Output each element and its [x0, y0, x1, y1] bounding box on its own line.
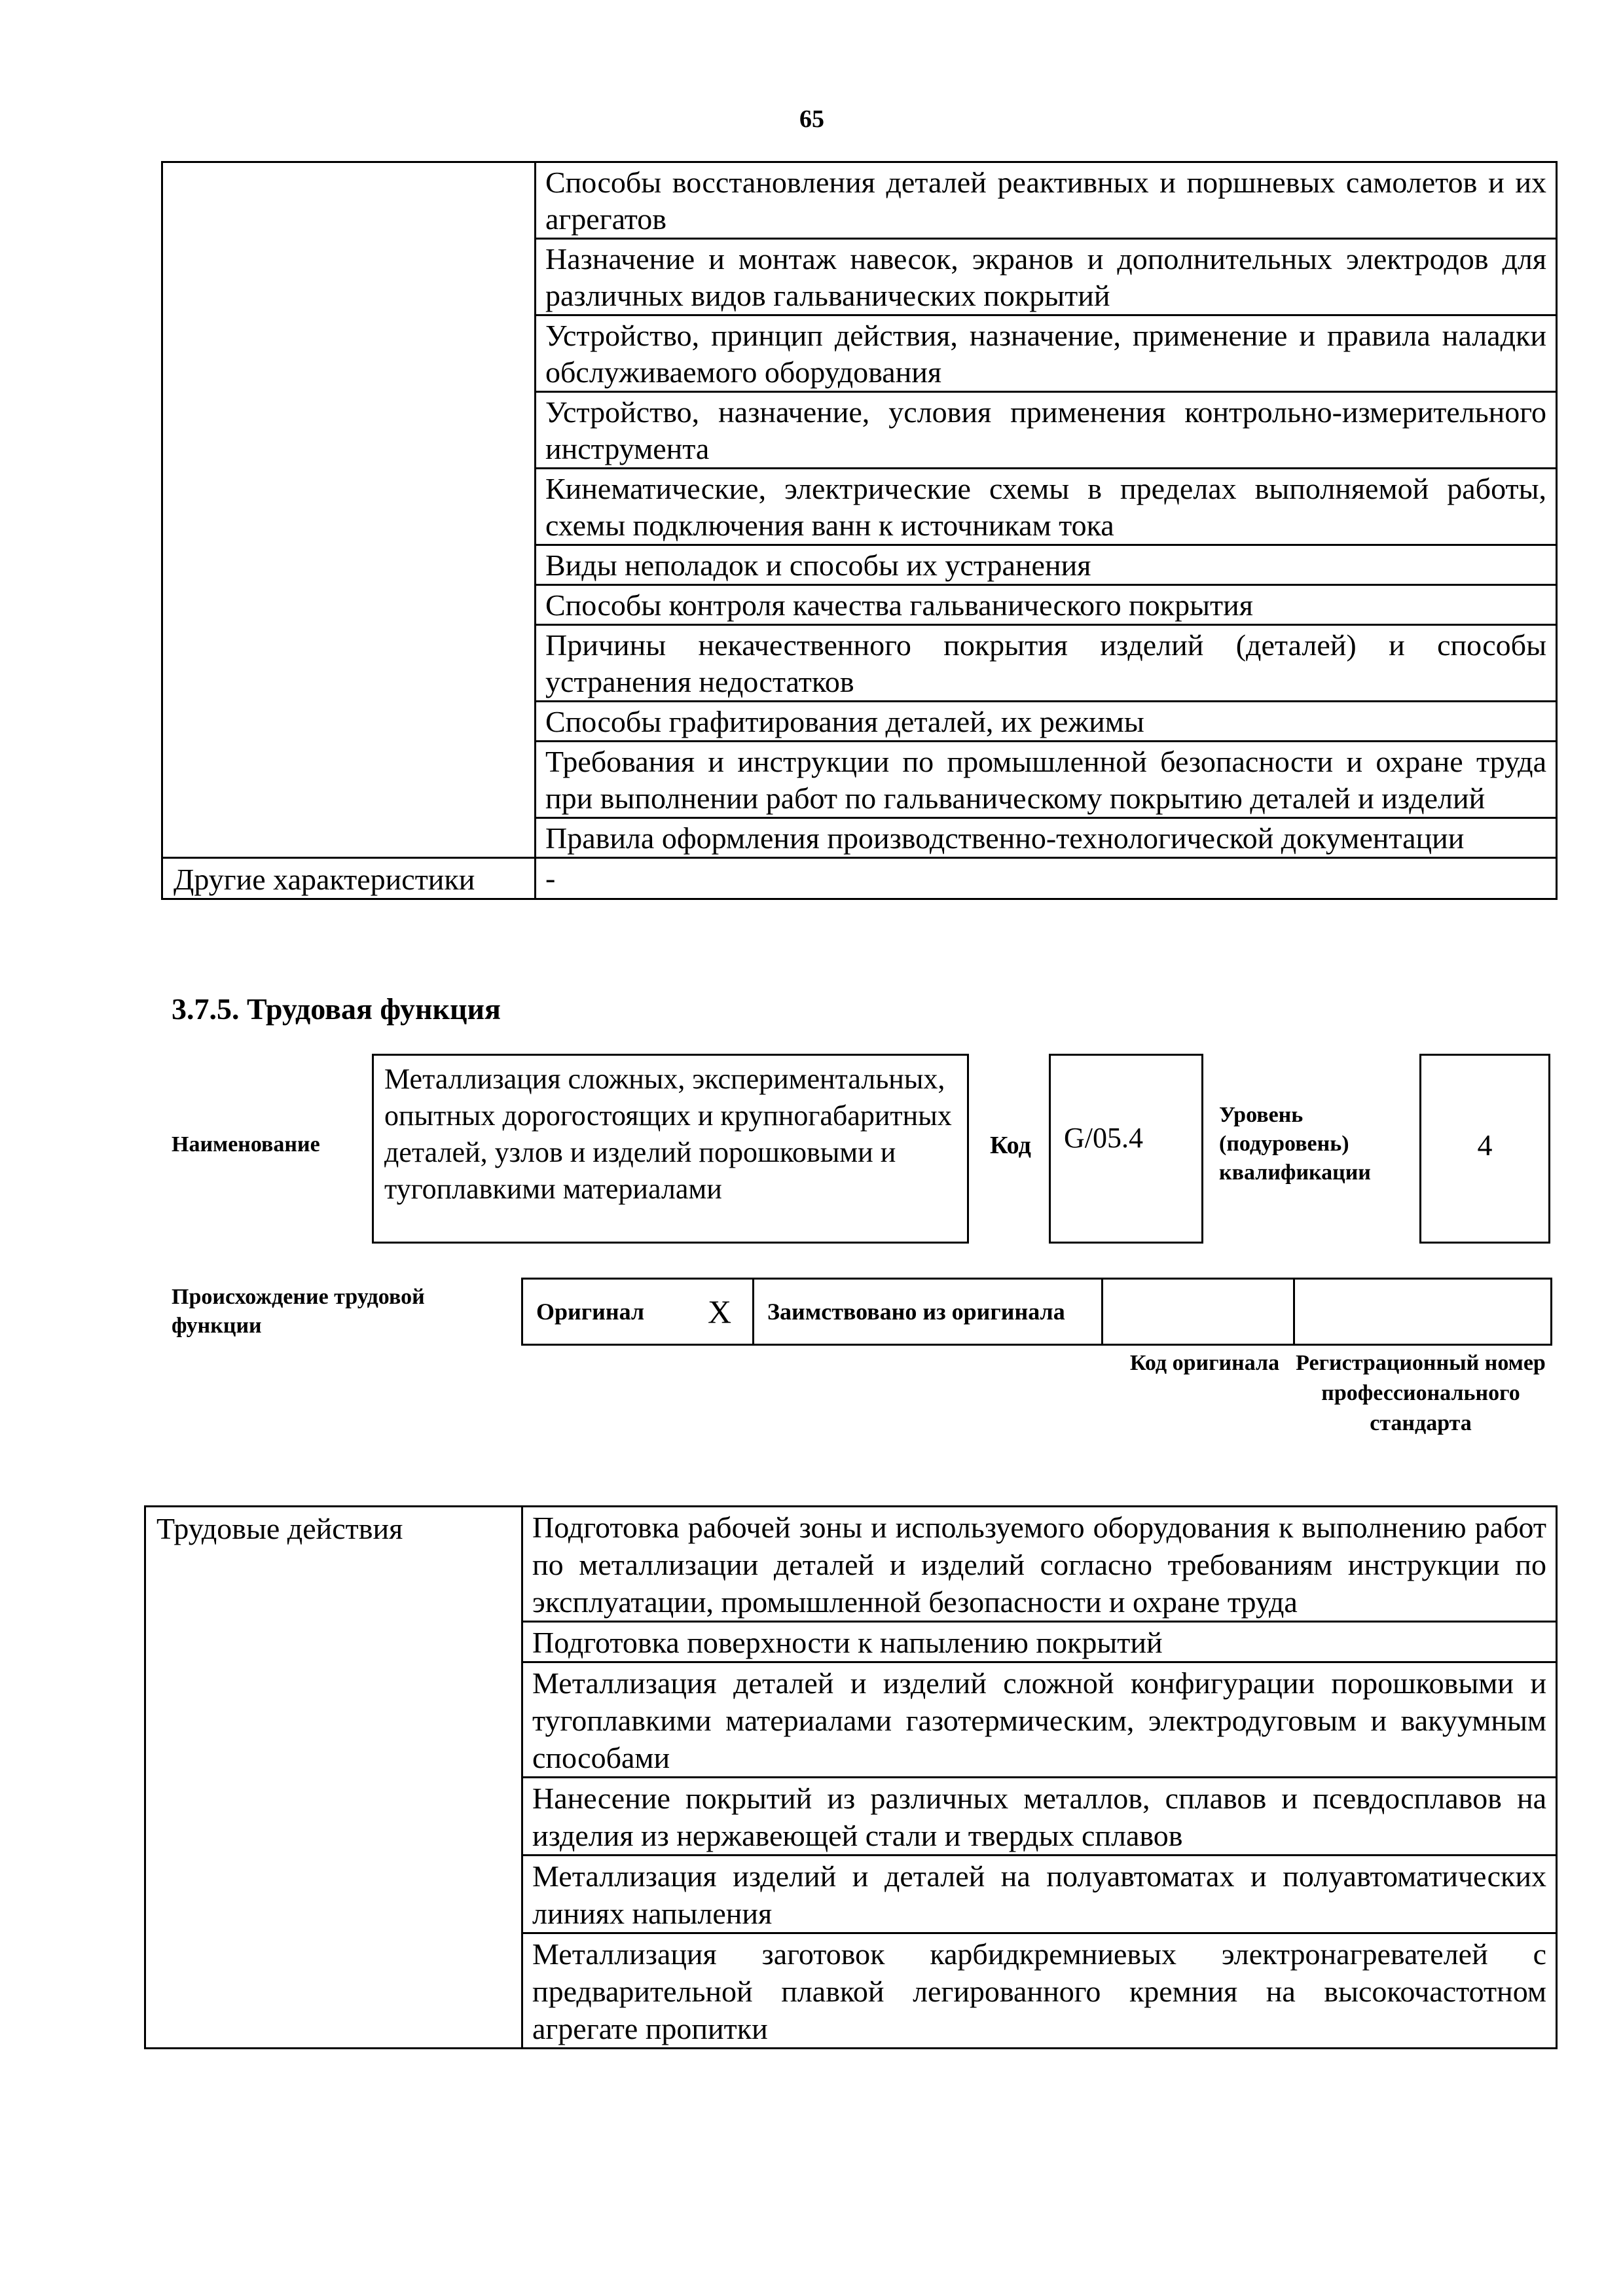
- registration-number-caption: Регистрационный номер профессионального стандарта: [1296, 1351, 1546, 1435]
- function-code: G/05.4: [1049, 1054, 1203, 1244]
- function-name: Металлизация сложных, экспериментальных, опытных дорогостоящих и крупногабаритных деталей, узлов и изделий порошковыми и тугоплавкими материалами: [372, 1054, 969, 1244]
- labor-action-row: Металлизация деталей и изделий сложной конфигурации порошковыми и тугоплавкими материалами газотермическим, электродуговым и вакуумным способами: [522, 1662, 1557, 1778]
- code-label: Код: [990, 1132, 1031, 1159]
- level-label: Уровень (подуровень) квалификации: [1219, 1103, 1371, 1185]
- original-code-cell: [1103, 1279, 1294, 1345]
- other-characteristics-value: -: [536, 858, 1557, 899]
- knowledge-row: Причины некачественного покрытия изделий (деталей) и способы устранения недостатков: [536, 625, 1557, 702]
- knowledge-table: [161, 161, 1558, 900]
- qualification-level: 4: [1419, 1054, 1550, 1244]
- knowledge-label-cell: [162, 162, 536, 858]
- registration-number-cell: [1294, 1279, 1552, 1345]
- origin-label: Происхождение трудовой функции: [172, 1285, 425, 1338]
- original-code-caption: Код оригинала: [1129, 1351, 1280, 1375]
- labor-action-row: Подготовка поверхности к напылению покрытий: [522, 1622, 1557, 1662]
- knowledge-row: Кинематические, электрические схемы в пределах выполняемой работы, схемы подключения ванн к источникам тока: [536, 469, 1557, 545]
- knowledge-row: Правила оформления производственно-технологической документации: [536, 818, 1557, 858]
- original-label: Оригинал: [522, 1279, 687, 1345]
- labor-action-row: Металлизация изделий и деталей на полуавтоматах и полуавтоматических линиях напыления: [522, 1856, 1557, 1933]
- knowledge-row: Устройство, назначение, условия применения контрольно-измерительного инструмента: [536, 392, 1557, 469]
- knowledge-row: Назначение и монтаж навесок, экранов и дополнительных электродов для различных видов гальванических покрытий: [536, 239, 1557, 315]
- origin-table: [521, 1278, 1552, 1346]
- knowledge-row: Способы восстановления деталей реактивных и поршневых самолетов и их агрегатов: [536, 162, 1557, 239]
- page-number: 65: [799, 105, 824, 133]
- knowledge-row: Способы графитирования деталей, их режимы: [536, 702, 1557, 742]
- labor-action-row: Подготовка рабочей зоны и используемого оборудования к выполнению работ по металлизации деталей и изделий согласно требованиям инструкции по эксплуатации, промышленной безопасности и охране труда: [522, 1507, 1557, 1622]
- other-characteristics-label: Другие характеристики: [162, 858, 536, 899]
- labor-action-row: Нанесение покрытий из различных металлов, сплавов и псевдосплавов на изделия из нержавеющей стали и твердых сплавов: [522, 1778, 1557, 1856]
- knowledge-row: Виды неполадок и способы их устранения: [536, 545, 1557, 585]
- labor-action-row: Металлизация заготовок карбидкремниевых электронагревателей с предварительной плавкой легированного кремния на высокочастотном агрегате пропитки: [522, 1933, 1557, 2049]
- labor-actions-label: Трудовые действия: [145, 1507, 522, 2049]
- knowledge-row: Способы контроля качества гальванического покрытия: [536, 585, 1557, 625]
- knowledge-row: Устройство, принцип действия, назначение, применение и правила наладки обслуживаемого оборудования: [536, 315, 1557, 392]
- labor-actions-table: [144, 1505, 1558, 2049]
- original-mark: X: [687, 1279, 754, 1345]
- borrowed-label: Заимствовано из оригинала: [754, 1279, 1103, 1345]
- knowledge-row: Требования и инструкции по промышленной безопасности и охране труда при выполнении работ по гальваническому покрытию деталей и изделий: [536, 742, 1557, 818]
- name-label: Наименование: [172, 1132, 320, 1157]
- section-heading: 3.7.5. Трудовая функция: [172, 992, 501, 1026]
